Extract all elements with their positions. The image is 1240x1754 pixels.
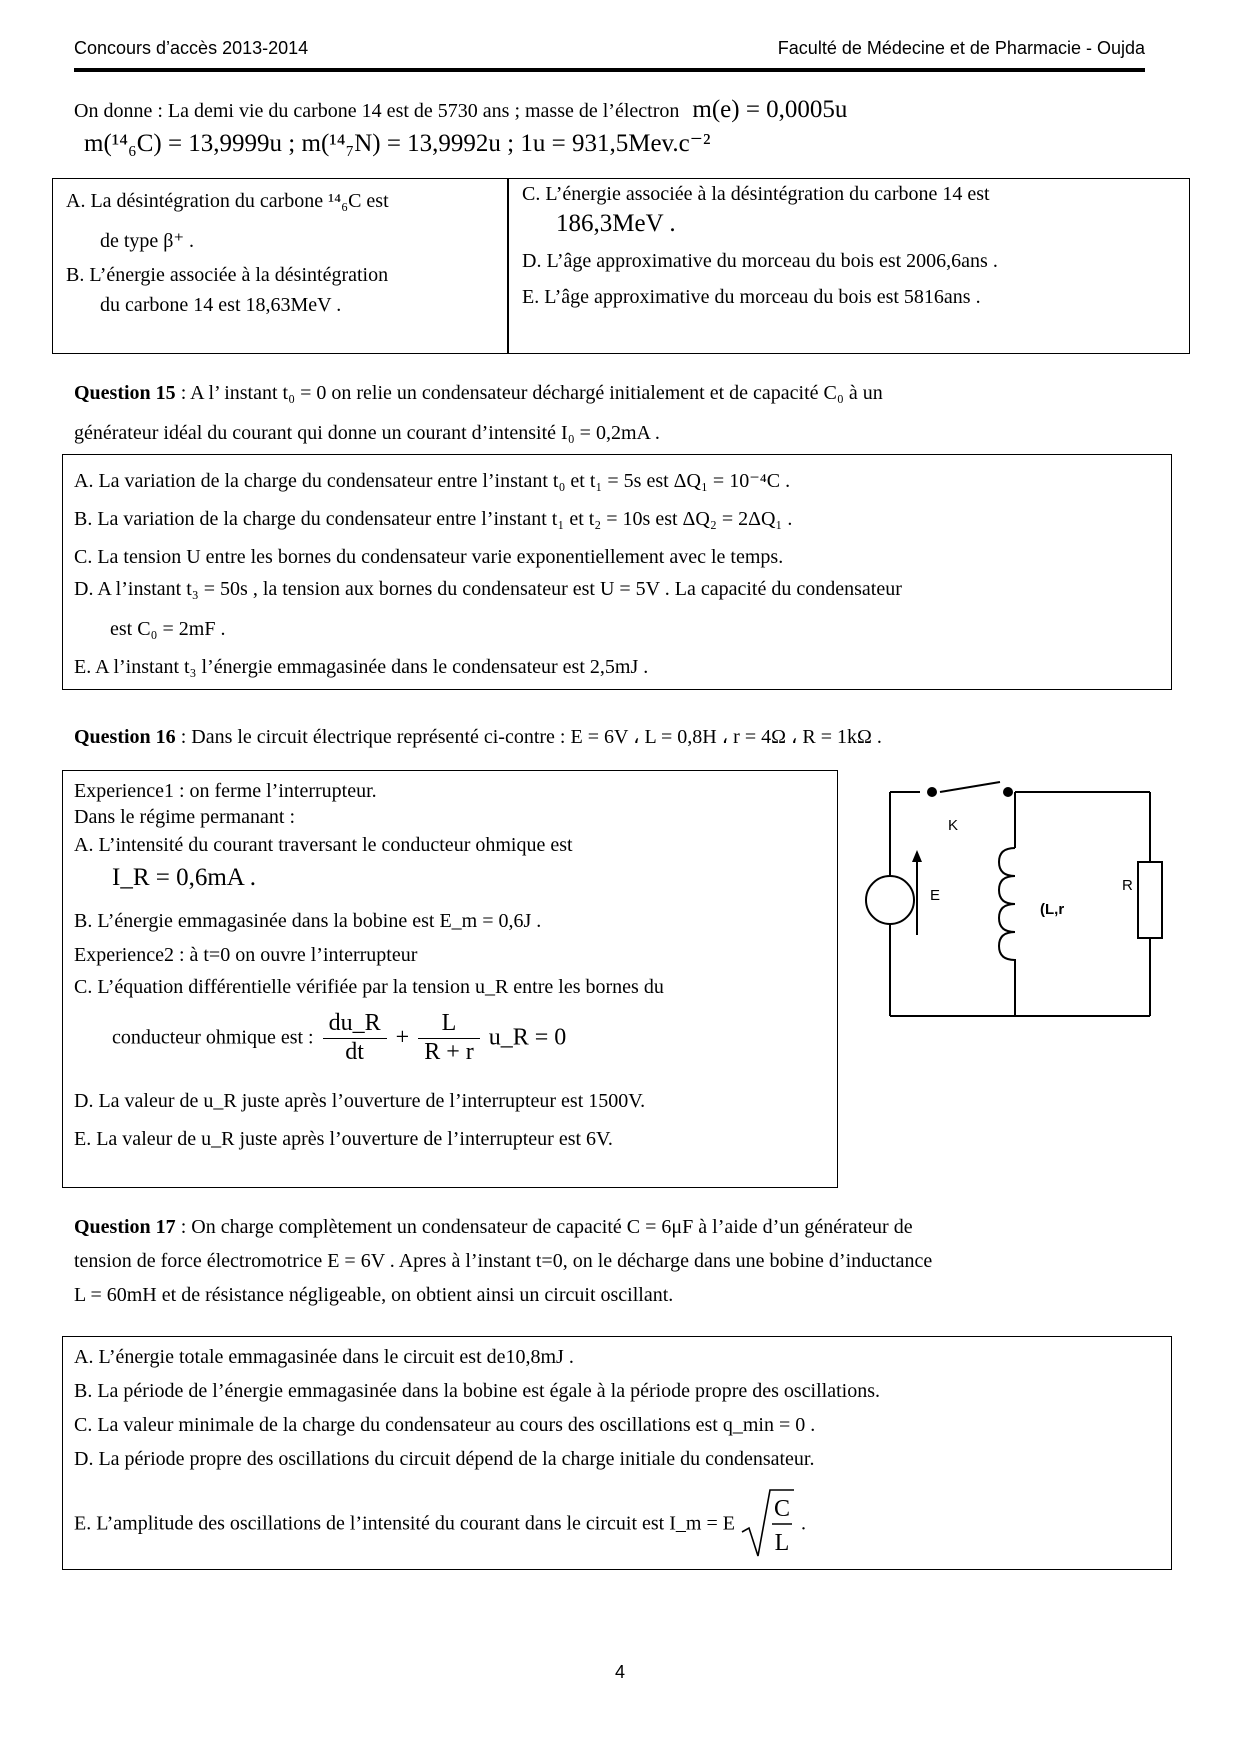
q14-option-a: A. La désintégration du carbone ¹⁴₆C est (66, 190, 389, 212)
q17-sqrt (740, 1488, 796, 1560)
generator-symbol (866, 876, 914, 924)
q14-option-b: B. L’énergie associée à la désintégration (66, 264, 389, 286)
q17-label: Question 17 (74, 1216, 176, 1238)
q16-fraction-1 (323, 1010, 387, 1066)
q15-option-d-cont: est C₀ = 2mF . (110, 618, 226, 640)
q17-option-d: D. La période propre des oscillations du circuit dépend de la charge initiale du condensateur. (74, 1448, 815, 1470)
q14-option-c: C. L’énergie associée à la désintégration du carbone 14 est (522, 183, 990, 205)
q15-option-d: D. A l’instant t₃ = 50s , la tension aux bornes du condensateur est U = 5V . La capacité du condensateur (74, 578, 902, 600)
q17-option-e (74, 1488, 806, 1560)
q14-option-e: E. L’âge approximative du morceau du bois est 5816ans . (522, 286, 981, 308)
q16-fraction-2-den: R + r (424, 1038, 474, 1065)
header-right: Faculté de Médecine et de Pharmacie - Oujda (777, 38, 1145, 58)
q17-stem1: : On charge complètement un condensateur de capacité C = 6μF à l’aide d’un générateur de (175, 1216, 913, 1238)
page-number: 4 (614, 1662, 625, 1682)
emf-arrowhead (912, 850, 922, 862)
q16-fraction-1-num: du_R (323, 1010, 387, 1039)
q17-e-end: . (800, 1512, 806, 1535)
q16-option-d: D. La valeur de u_R juste après l’ouverture de l’interrupteur est 1500V. (74, 1090, 646, 1112)
header-left: Concours d’accès 2013-2014 (74, 38, 309, 58)
q15-option-e: E. A l’instant t₃ l’énergie emmagasinée dans le condensateur est 2,5mJ . (74, 656, 649, 678)
q17-option-a: A. L’énergie totale emmagasinée dans le circuit est de10,8mJ . (74, 1346, 574, 1368)
q16-option-c: C. L’équation différentielle vérifiée par la tension u_R entre les bornes du (74, 976, 664, 998)
q16-stem (74, 726, 882, 749)
q14-option-a-cont: de type β⁺ . (100, 230, 195, 252)
q17-stem-line2: tension de force électromotrice E = 6V . Apres à l’instant t=0, on le décharge dans une bobine d’inductance (74, 1250, 933, 1272)
q16-exp1: Experience1 : on ferme l’interrupteur. (74, 780, 377, 802)
q16-regime: Dans le régime permanant : (74, 806, 296, 828)
q17-stem-line1 (74, 1216, 913, 1239)
circuit-label-k: K (948, 817, 959, 834)
q17-option-b: B. La période de l’énergie emmagasinée dans la bobine est égale à la période propre des oscillations. (74, 1380, 880, 1402)
sqrt-denominator: L (774, 1530, 790, 1556)
q17-stem-line3: L = 60mH et de résistance négligeable, on obtient ainsi un circuit oscillant. (74, 1284, 674, 1306)
intro-line2: m(¹⁴₆C) = 13,9999u ; m(¹⁴₇N) = 13,9992u ; 1u = 931,5Mev.c⁻² (84, 130, 711, 157)
q16-fraction-1-den: dt (345, 1038, 364, 1065)
q15-stem-line1 (74, 382, 883, 405)
q15-stem-line2: générateur idéal du courant qui donne un courant d’intensité I₀ = 0,2mA . (74, 422, 660, 444)
q16-option-b: B. L’énergie emmagasinée dans la bobine est E_m = 0,6J . (74, 910, 542, 932)
q17-option-c: C. La valeur minimale de la charge du condensateur au cours des oscillations est q_min = 0 . (74, 1414, 816, 1436)
q16-option-c-equation (112, 1010, 566, 1066)
q14-option-d: D. L’âge approximative du morceau du bois est 2006,6ans . (522, 250, 998, 272)
q16-c-text: conducteur ohmique est : (112, 1026, 314, 1049)
intro-text: On donne : La demi vie du carbone 14 est de 5730 ans ; masse de l’électron (74, 100, 680, 122)
circuit-label-r: R (1122, 877, 1133, 894)
sqrt-sign (740, 1488, 796, 1560)
coil-symbol (999, 848, 1015, 979)
intro-line1 (74, 96, 847, 125)
resistor-symbol (1138, 862, 1162, 938)
q16-circuit-diagram (850, 770, 1190, 1040)
sqrt-numerator: C (773, 1496, 790, 1522)
q16-fraction-2 (418, 1010, 480, 1066)
q16-option-a-cont: I_R = 0,6mA . (112, 864, 256, 891)
q15-option-b: B. La variation de la charge du condensateur entre l’instant t₁ et t₂ = 10s est ΔQ₂ = 2ΔQ₁ . (74, 508, 793, 530)
q16-fraction-2-num: L (418, 1010, 480, 1039)
q16-stem-text: : Dans le circuit électrique représenté ci-contre : E = 6V ، L = 0,8H ، r = 4Ω ، R = 1kΩ . (175, 726, 882, 748)
q16-option-e: E. La valeur de u_R juste après l’ouverture de l’interrupteur est 6V. (74, 1128, 613, 1150)
q16-plus: + (395, 1024, 410, 1051)
switch-contact (927, 787, 937, 797)
intro-math1: m(e) = 0,0005u (692, 96, 848, 123)
switch-contact (1003, 787, 1013, 797)
q17-e-text: E. L’amplitude des oscillations de l’intensité du courant dans le circuit est I_m = E (74, 1512, 735, 1535)
q16-c-tail: u_R = 0 (488, 1024, 567, 1051)
q16-label: Question 16 (74, 726, 176, 748)
q16-option-a: A. L’intensité du courant traversant le conducteur ohmique est (74, 834, 573, 856)
q14-option-b-cont: du carbone 14 est 18,63MeV . (100, 294, 342, 316)
circuit-label-lr: (L,r (1040, 901, 1065, 918)
q14-option-c-cont: 186,3MeV . (556, 210, 676, 237)
q15-stem1: : A l’ instant t₀ = 0 on relie un condensateur déchargé initialement et de capacité C₀ à un (175, 382, 883, 404)
q15-option-c: C. La tension U entre les bornes du condensateur varie exponentiellement avec le temps. (74, 546, 784, 568)
circuit-label-e: E (930, 887, 941, 904)
q16-exp2: Experience2 : à t=0 on ouvre l’interrupteur (74, 944, 418, 966)
switch-lever (940, 782, 1000, 792)
header-rule (74, 68, 1145, 72)
q14-divider (507, 179, 509, 353)
q15-label: Question 15 (74, 382, 176, 404)
q15-option-a: A. La variation de la charge du condensateur entre l’instant t₀ et t₁ = 5s est ΔQ₁ = 10⁻⁴C . (74, 470, 791, 492)
